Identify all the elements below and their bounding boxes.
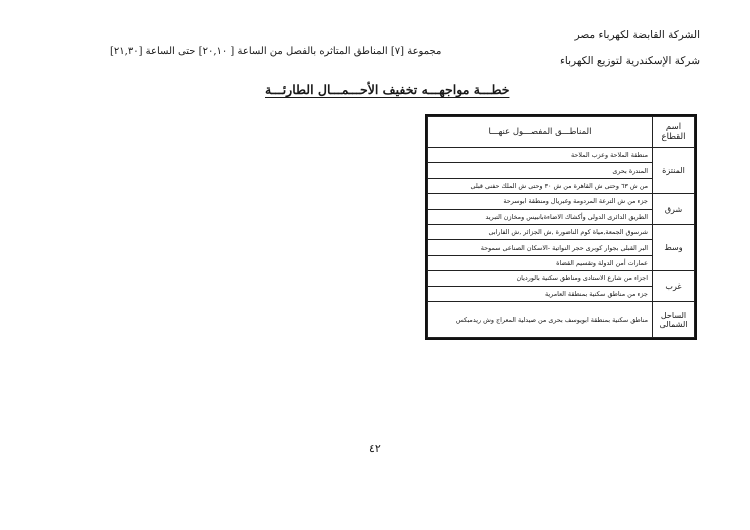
header-disconnected-areas: المناطـــق المفصـــول عنهـــا [428, 117, 653, 148]
table-row [428, 271, 695, 286]
area-cell: المندرة بحرى [428, 163, 653, 178]
area-cell: جزء من ش الترعة المردومة وغبريال ومنطقة ابوسرحة [428, 194, 653, 209]
area-cell: منطقة الملاحة وعزب الملاحة [428, 148, 653, 163]
table-row [428, 302, 695, 338]
company-name-holding: الشركة القابضة لكهرباء مصر [574, 29, 700, 41]
table-row [428, 224, 695, 239]
load-shedding-table [425, 114, 697, 340]
table-row [428, 148, 695, 163]
company-name-alexandria: شركة الإسكندرية لتوزيع الكهرباء [559, 55, 700, 67]
area-cell: جزء من مناطق سكنية بمنطقة العامرية [428, 286, 653, 301]
area-cell: مناطق سكنية بمنطقة ابويوسف بحرى من صيدلية المعراج وش ريدمبكس [428, 302, 653, 338]
header-sector-name: اسم القطاع [653, 117, 695, 148]
area-cell: البر القبلى بجوار كوبرى حجر النواتية -الاسكان الصناعى سموحة [428, 240, 653, 255]
sector-cell-middle: وسط [653, 224, 695, 270]
sector-cell-east: شرق [653, 194, 695, 225]
group-schedule-line: مجموعة [٧] المناطق المتاثره بالفصل من الساعة [ ٢٠,١٠] حتى الساعة [٢١,٣٠] [110, 46, 442, 57]
area-cell: الطريق الدائرى الدولى وأكشاك الاضاءةبانبيس ومخازن التبريد [428, 209, 653, 224]
table-header-row [428, 117, 695, 148]
sector-cell-west: غرب [653, 271, 695, 302]
area-cell: اجزاء من شارع الاستادى ومناطق سكنية بالورديان [428, 271, 653, 286]
area-cell: من ش ٦٣ وحتى ش القاهرة من ش ٣٠ وحتى ش الملك حفنى قبلى [428, 178, 653, 193]
plan-title: خطـــة مواجهـــه تخفيف الأحـــمـــال الطارئـــة [265, 82, 510, 97]
sector-cell-north-coast: الساحل الشمالى [653, 302, 695, 338]
area-cell: شرسوق الجمعة,مياة كوم الناضورة ,ش الجزائر ,ش الفارابى [428, 224, 653, 239]
page-number: ٤٢ [369, 442, 381, 455]
sector-cell-montaza: المنتزة [653, 148, 695, 194]
area-cell: عمارات أمن الدولة وتقسيم القضاة [428, 255, 653, 270]
load-shedding-table-grid [427, 116, 695, 338]
table-row [428, 194, 695, 209]
